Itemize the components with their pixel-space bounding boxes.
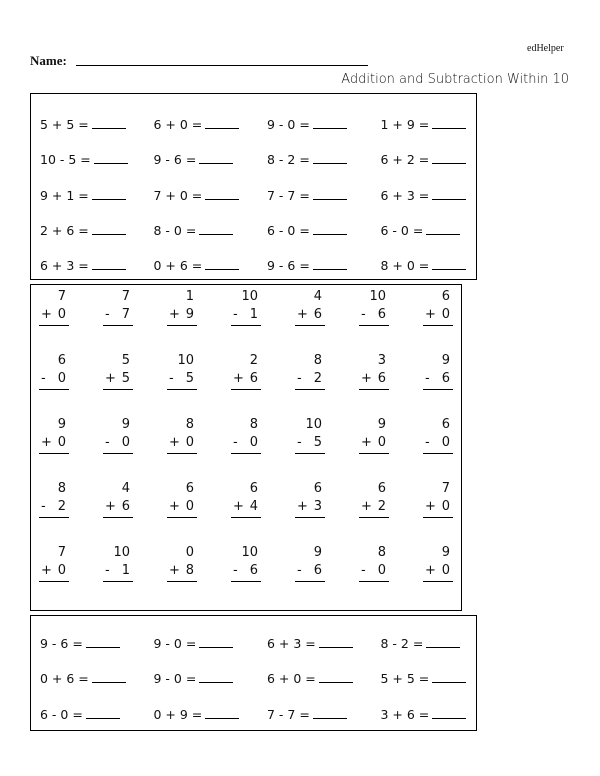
answer-blank[interactable] — [86, 637, 120, 648]
top-number: 7 — [57, 289, 66, 304]
top-number: 7 — [121, 289, 130, 304]
bottom-number: 2 — [57, 499, 66, 514]
problem-text: 6 + 0 = — [267, 671, 316, 687]
operator: + — [425, 499, 436, 514]
problem — [154, 671, 234, 686]
answer-line[interactable] — [39, 371, 69, 390]
brand-label: edHelper — [527, 43, 564, 54]
problem-text: 7 - 7 = — [267, 187, 310, 203]
bottom-number: 0 — [57, 371, 66, 386]
top-number: 10 — [241, 545, 258, 560]
bottom-number: 5 — [121, 371, 130, 386]
problem — [40, 117, 126, 132]
top-number: 3 — [377, 353, 386, 368]
answer-line[interactable] — [231, 371, 261, 390]
bottom-number: 1 — [121, 563, 130, 578]
operator: + — [169, 563, 180, 578]
top-number: 5 — [121, 353, 130, 368]
problem-text: 7 - 7 = — [267, 706, 310, 722]
vertical-problem — [231, 353, 261, 390]
vertical-problem — [167, 289, 197, 326]
vertical-problem — [295, 545, 325, 582]
operator: - — [233, 435, 238, 450]
bottom-number: 6 — [249, 563, 258, 578]
top-number: 6 — [185, 481, 194, 496]
problem — [381, 152, 467, 167]
top-number: 2 — [249, 353, 258, 368]
answer-blank[interactable] — [313, 153, 347, 164]
top-number: 6 — [313, 481, 322, 496]
answer-blank[interactable] — [94, 153, 128, 164]
vertical-problem — [103, 417, 133, 454]
answer-blank[interactable] — [92, 672, 126, 683]
bottom-number: 6 — [249, 371, 258, 386]
top-number: 10 — [369, 289, 386, 304]
problem — [40, 636, 120, 651]
problem-text: 6 - 0 = — [380, 222, 424, 238]
problem-text: 9 - 6 = — [267, 258, 310, 274]
bottom-number: 0 — [377, 435, 386, 450]
answer-blank[interactable] — [319, 637, 353, 648]
vertical-problem — [359, 353, 389, 390]
answer-blank[interactable] — [426, 637, 460, 648]
bottom-number: 5 — [185, 371, 194, 386]
answer-blank[interactable] — [199, 672, 233, 683]
problem-text: 6 + 3 = — [40, 258, 89, 274]
top-number: 10 — [241, 289, 258, 304]
top-number: 6 — [57, 353, 66, 368]
problem-text: 0 + 6 = — [153, 258, 203, 274]
vertical-problem — [423, 289, 453, 326]
top-number: 9 — [57, 417, 66, 432]
bottom-number: 0 — [185, 499, 194, 514]
vertical-problem — [231, 545, 261, 582]
answer-blank[interactable] — [432, 708, 466, 719]
vertical-problem — [231, 417, 261, 454]
answer-line[interactable] — [39, 499, 69, 518]
problem-text: 6 + 2 = — [380, 152, 430, 168]
answer-blank[interactable] — [92, 259, 126, 270]
bottom-number: 0 — [57, 307, 66, 322]
problem-text: 9 - 0 = — [267, 117, 310, 132]
problem — [40, 258, 126, 273]
problem — [267, 223, 347, 238]
top-number: 4 — [313, 289, 322, 304]
problem-text: 3 + 6 = — [380, 706, 430, 722]
operator: + — [361, 435, 372, 450]
operator: + — [105, 371, 116, 386]
bottom-number: 6 — [377, 307, 386, 322]
vertical-problem — [167, 353, 197, 390]
bottom-number: 0 — [377, 563, 386, 578]
answer-line[interactable] — [103, 435, 133, 454]
top-number: 6 — [441, 289, 450, 304]
problem — [381, 258, 467, 273]
answer-blank[interactable] — [432, 118, 466, 129]
bottom-number: 6 — [121, 499, 130, 514]
answer-line[interactable] — [295, 435, 325, 454]
top-number: 7 — [441, 481, 450, 496]
problem-text: 7 + 0 = — [153, 187, 203, 203]
vertical-problem — [423, 417, 453, 454]
answer-line[interactable] — [103, 499, 133, 518]
problem-text: 6 + 3 = — [267, 636, 316, 651]
operator: - — [169, 371, 174, 386]
bottom-number: 0 — [57, 435, 66, 450]
answer-line[interactable] — [167, 563, 197, 582]
problem — [154, 152, 234, 167]
answer-blank[interactable] — [205, 708, 239, 719]
vertical-problem — [359, 545, 389, 582]
answer-blank[interactable] — [313, 708, 347, 719]
bottom-number: 9 — [185, 307, 194, 322]
answer-line[interactable] — [231, 435, 261, 454]
answer-line[interactable] — [167, 435, 197, 454]
operator: + — [425, 307, 436, 322]
top-number: 9 — [313, 545, 322, 560]
problem-text: 10 - 5 = — [40, 152, 91, 168]
bottom-number: 2 — [313, 371, 322, 386]
answer-line[interactable] — [167, 307, 197, 326]
problem — [154, 258, 240, 273]
top-number: 9 — [121, 417, 130, 432]
top-number: 10 — [177, 353, 194, 368]
operator: + — [233, 499, 244, 514]
answer-blank[interactable] — [92, 118, 126, 129]
answer-blank[interactable] — [199, 153, 233, 164]
answer-line[interactable] — [167, 499, 197, 518]
vertical-problem — [103, 353, 133, 390]
answer-blank[interactable] — [199, 224, 233, 235]
vertical-problem — [103, 481, 133, 518]
vertical-problem — [39, 353, 69, 390]
operator: - — [425, 435, 430, 450]
vertical-problem — [359, 417, 389, 454]
bottom-number: 6 — [313, 307, 322, 322]
operator: - — [105, 563, 110, 578]
problem-text: 8 - 0 = — [153, 222, 197, 238]
answer-blank[interactable] — [313, 224, 347, 235]
problem — [40, 707, 120, 722]
problem-text: 9 - 6 = — [153, 152, 197, 168]
answer-blank[interactable] — [432, 189, 466, 200]
problem-text: 8 - 2 = — [380, 636, 424, 651]
problem — [267, 152, 347, 167]
operator: - — [105, 435, 110, 450]
operator: + — [41, 307, 52, 322]
top-number: 6 — [249, 481, 258, 496]
answer-blank[interactable] — [426, 224, 460, 235]
answer-line[interactable] — [39, 307, 69, 326]
problem — [40, 152, 128, 167]
operator: - — [297, 563, 302, 578]
operator: + — [169, 307, 180, 322]
answer-line[interactable] — [231, 307, 261, 326]
vertical-problem — [39, 417, 69, 454]
problem-text: 0 + 9 = — [153, 706, 203, 722]
vertical-problem — [359, 481, 389, 518]
bottom-number: 6 — [377, 371, 386, 386]
top-number: 4 — [121, 481, 130, 496]
answer-line[interactable] — [423, 371, 453, 390]
vertical-problem — [295, 353, 325, 390]
bottom-number: 7 — [121, 307, 130, 322]
bottom-number: 0 — [121, 435, 130, 450]
answer-blank[interactable] — [205, 189, 239, 200]
answer-line[interactable] — [103, 307, 133, 326]
answer-line[interactable] — [295, 371, 325, 390]
problem-text: 9 + 1 = — [40, 187, 89, 203]
top-number: 6 — [441, 417, 450, 432]
problem — [154, 707, 240, 722]
problem — [154, 636, 234, 651]
problem — [267, 117, 347, 132]
answer-blank[interactable] — [86, 708, 120, 719]
answer-line[interactable] — [359, 499, 389, 518]
problem — [267, 188, 347, 203]
bottom-number: 0 — [441, 435, 450, 450]
operator: + — [297, 499, 308, 514]
vertical-problem — [39, 545, 69, 582]
problem — [154, 223, 234, 238]
problem-text: 1 + 9 = — [380, 117, 430, 132]
answer-line[interactable] — [231, 563, 261, 582]
vertical-problem — [359, 289, 389, 326]
top-number: 10 — [305, 417, 322, 432]
problem — [154, 117, 240, 132]
operator: - — [297, 435, 302, 450]
operator: - — [41, 371, 46, 386]
top-number: 1 — [185, 289, 194, 304]
answer-blank[interactable] — [313, 259, 347, 270]
answer-blank[interactable] — [313, 118, 347, 129]
answer-blank[interactable] — [199, 637, 233, 648]
answer-line[interactable] — [359, 563, 389, 582]
answer-line[interactable] — [359, 307, 389, 326]
operator: - — [233, 563, 238, 578]
problem-text: 9 - 0 = — [153, 671, 197, 687]
name-field[interactable] — [76, 65, 368, 66]
answer-line[interactable] — [423, 435, 453, 454]
operator: - — [361, 563, 366, 578]
answer-line[interactable] — [39, 435, 69, 454]
vertical-problem — [39, 481, 69, 518]
operator: + — [41, 563, 52, 578]
answer-blank[interactable] — [92, 224, 126, 235]
vertical-problem — [39, 289, 69, 326]
top-number: 7 — [57, 545, 66, 560]
top-number: 8 — [313, 353, 322, 368]
bottom-number: 6 — [313, 563, 322, 578]
vertical-problem — [231, 481, 261, 518]
answer-blank[interactable] — [319, 672, 353, 683]
problem-text: 9 - 0 = — [153, 636, 197, 651]
vertical-problem — [295, 289, 325, 326]
top-number: 6 — [377, 481, 386, 496]
top-number: 8 — [185, 417, 194, 432]
answer-line[interactable] — [103, 371, 133, 390]
bottom-number: 2 — [377, 499, 386, 514]
problem — [267, 258, 347, 273]
bottom-number: 0 — [441, 563, 450, 578]
bottom-number: 1 — [249, 307, 258, 322]
problem — [154, 188, 240, 203]
answer-line[interactable] — [359, 435, 389, 454]
bottom-number: 0 — [441, 307, 450, 322]
problem-text: 6 + 0 = — [153, 117, 203, 132]
answer-blank[interactable] — [205, 118, 239, 129]
vertical-problem — [167, 545, 197, 582]
problem — [381, 223, 461, 238]
operator: - — [105, 307, 110, 322]
operator: + — [169, 435, 180, 450]
answer-blank[interactable] — [432, 259, 466, 270]
operator: + — [105, 499, 116, 514]
problem-text: 8 + 0 = — [380, 258, 430, 274]
problem-text: 6 + 3 = — [380, 187, 430, 203]
answer-line[interactable] — [167, 371, 197, 390]
bottom-number: 5 — [313, 435, 322, 450]
vertical-problem — [167, 481, 197, 518]
answer-line[interactable] — [423, 307, 453, 326]
problem — [381, 117, 467, 132]
problem — [381, 671, 467, 686]
top-number: 9 — [377, 417, 386, 432]
bottom-number: 8 — [185, 563, 194, 578]
problem — [381, 707, 467, 722]
answer-line[interactable] — [295, 499, 325, 518]
answer-line[interactable] — [423, 563, 453, 582]
answer-blank[interactable] — [92, 189, 126, 200]
problem — [40, 223, 126, 238]
problem-text: 2 + 6 = — [40, 222, 89, 238]
problem-text: 0 + 6 = — [40, 671, 89, 687]
top-number: 9 — [441, 353, 450, 368]
bottom-number: 0 — [249, 435, 258, 450]
vertical-problem — [423, 545, 453, 582]
top-number: 10 — [113, 545, 130, 560]
problem — [381, 636, 461, 651]
answer-line[interactable] — [359, 371, 389, 390]
vertical-problem — [103, 289, 133, 326]
problem — [40, 671, 126, 686]
operator: + — [361, 499, 372, 514]
top-number: 8 — [249, 417, 258, 432]
answer-blank[interactable] — [205, 259, 239, 270]
bottom-number: 0 — [57, 563, 66, 578]
bottom-number: 4 — [249, 499, 258, 514]
problem-text: 8 - 2 = — [267, 152, 310, 168]
operator: + — [169, 499, 180, 514]
operator: - — [41, 499, 46, 514]
bottom-number: 0 — [185, 435, 194, 450]
vertical-problem — [423, 481, 453, 518]
problem — [40, 188, 126, 203]
name-label: Name: — [30, 53, 67, 68]
operator: + — [425, 563, 436, 578]
answer-line[interactable] — [231, 499, 261, 518]
top-number: 8 — [377, 545, 386, 560]
top-number: 8 — [57, 481, 66, 496]
problem-text: 5 + 5 = — [40, 117, 89, 132]
answer-line[interactable] — [295, 307, 325, 326]
problem-text: 6 - 0 = — [267, 222, 310, 238]
bottom-number: 0 — [441, 499, 450, 514]
vertical-problem — [167, 417, 197, 454]
problem — [267, 636, 353, 651]
answer-line[interactable] — [103, 563, 133, 582]
problem-text: 6 - 0 = — [40, 706, 83, 722]
answer-line[interactable] — [295, 563, 325, 582]
vertical-problem — [295, 481, 325, 518]
operator: + — [233, 371, 244, 386]
operator: - — [361, 307, 366, 322]
operator: + — [297, 307, 308, 322]
bottom-number: 6 — [441, 371, 450, 386]
problem-text: 5 + 5 = — [380, 671, 430, 687]
problem-text: 9 - 6 = — [40, 636, 83, 651]
answer-blank[interactable] — [313, 189, 347, 200]
operator: - — [233, 307, 238, 322]
problem — [267, 707, 347, 722]
operator: + — [361, 371, 372, 386]
vertical-problem — [103, 545, 133, 582]
answer-line[interactable] — [423, 499, 453, 518]
operator: + — [41, 435, 52, 450]
answer-blank[interactable] — [432, 672, 466, 683]
vertical-problem — [231, 289, 261, 326]
problem — [267, 671, 353, 686]
answer-line[interactable] — [39, 563, 69, 582]
bottom-number: 3 — [313, 499, 322, 514]
vertical-problem — [423, 353, 453, 390]
operator: - — [297, 371, 302, 386]
top-number: 9 — [441, 545, 450, 560]
problem — [381, 188, 467, 203]
operator: - — [425, 371, 430, 386]
answer-blank[interactable] — [432, 153, 466, 164]
top-number: 0 — [185, 545, 194, 560]
worksheet-title: Addition and Subtraction Within 10 — [341, 72, 569, 87]
vertical-problem — [295, 417, 325, 454]
